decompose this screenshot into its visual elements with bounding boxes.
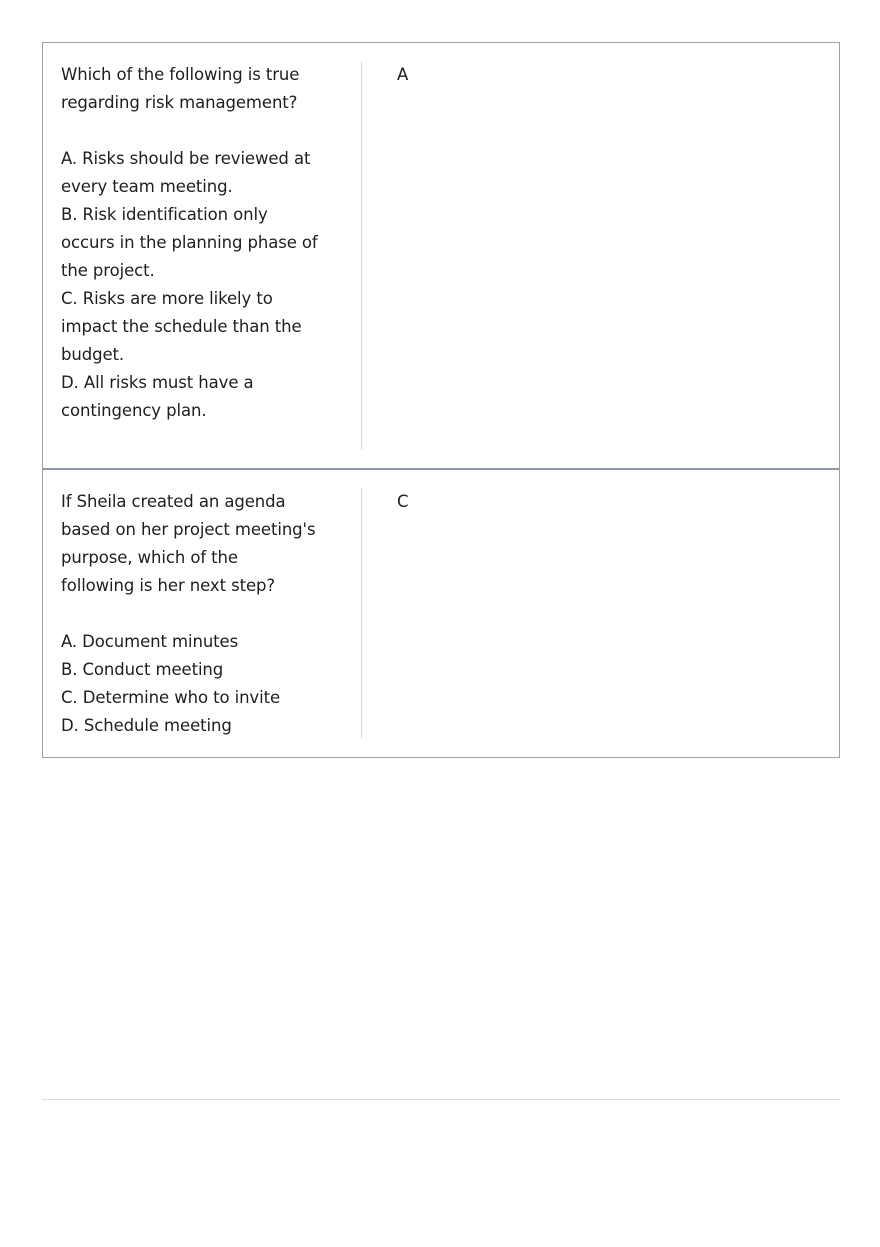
option-line: A. Risks should be reviewed at (61, 149, 311, 168)
card-definition (362, 470, 408, 757)
answer-text: C (397, 492, 409, 511)
footer-divider (42, 1099, 840, 1100)
question-line: following is her next step? (61, 576, 276, 595)
card-definition (362, 43, 408, 468)
question-line: regarding risk management? (61, 93, 298, 112)
question-line: purpose, which of the (61, 548, 238, 567)
option-line: occurs in the planning phase of (61, 233, 318, 252)
option-line: budget. (61, 345, 125, 364)
option-line: C. Risks are more likely to (61, 289, 273, 308)
card-term (61, 488, 362, 739)
option-line: D. All risks must have a (61, 373, 254, 392)
option-line: C. Determine who to invite (61, 688, 281, 707)
card-term (61, 61, 362, 450)
option-line: impact the schedule than the (61, 317, 302, 336)
option-line: D. Schedule meeting (61, 716, 232, 735)
question-line: If Sheila created an agenda (61, 492, 286, 511)
option-line: B. Risk identification only (61, 205, 268, 224)
option-line: A. Document minutes (61, 632, 239, 651)
spacer (61, 600, 347, 628)
answer-text: A (397, 65, 409, 84)
option-line: contingency plan. (61, 401, 207, 420)
spacer (61, 117, 347, 145)
question-line: Which of the following is true (61, 65, 300, 84)
option-line: every team meeting. (61, 177, 233, 196)
option-line: B. Conduct meeting (61, 660, 224, 679)
option-line: the project. (61, 261, 155, 280)
flashcard-1 (43, 43, 839, 468)
flashcard-2 (43, 468, 839, 757)
flashcard-list (42, 42, 840, 758)
question-line: based on her project meeting's (61, 520, 316, 539)
